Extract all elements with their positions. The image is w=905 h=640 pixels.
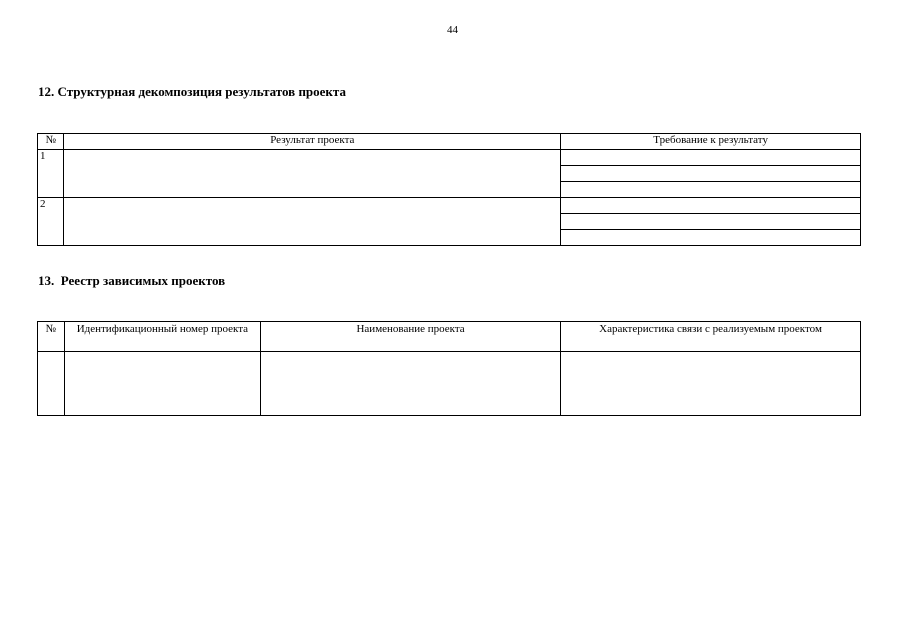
table-row: [38, 150, 861, 166]
result-cell: [64, 150, 561, 198]
requirement-cell: [561, 166, 861, 182]
table-row: [38, 198, 861, 214]
section-12-title: 12. Структурная декомпозиция результатов проекта: [38, 84, 346, 99]
project-id-cell: [64, 352, 261, 416]
table-row: [38, 352, 861, 416]
header-result: Результат проекта: [64, 134, 561, 150]
requirement-cell: [561, 150, 861, 166]
project-name-cell: [261, 352, 561, 416]
requirement-cell: [561, 214, 861, 230]
header-number: №: [38, 134, 64, 150]
row-number: 2: [38, 198, 64, 246]
header-requirement: Требование к результату: [561, 134, 861, 150]
row-number: 1: [38, 150, 64, 198]
header-link-characteristic: Характеристика связи с реализуемым проектом: [561, 322, 861, 352]
dependent-projects-registry-table: [37, 321, 861, 416]
requirement-cell: [561, 198, 861, 214]
header-number: №: [38, 322, 65, 352]
page-number: 44: [447, 24, 458, 36]
requirement-cell: [561, 230, 861, 246]
link-characteristic-cell: [561, 352, 861, 416]
header-project-id: Идентификационный номер проекта: [64, 322, 261, 352]
requirement-cell: [561, 182, 861, 198]
section-13-title: 13. Реестр зависимых проектов: [38, 273, 226, 288]
result-cell: [64, 198, 561, 246]
row-number: [38, 352, 65, 416]
table-header-row: [38, 322, 861, 352]
project-results-decomposition-table: [37, 133, 861, 246]
header-project-name: Наименование проекта: [261, 322, 561, 352]
table-header-row: [38, 134, 861, 150]
